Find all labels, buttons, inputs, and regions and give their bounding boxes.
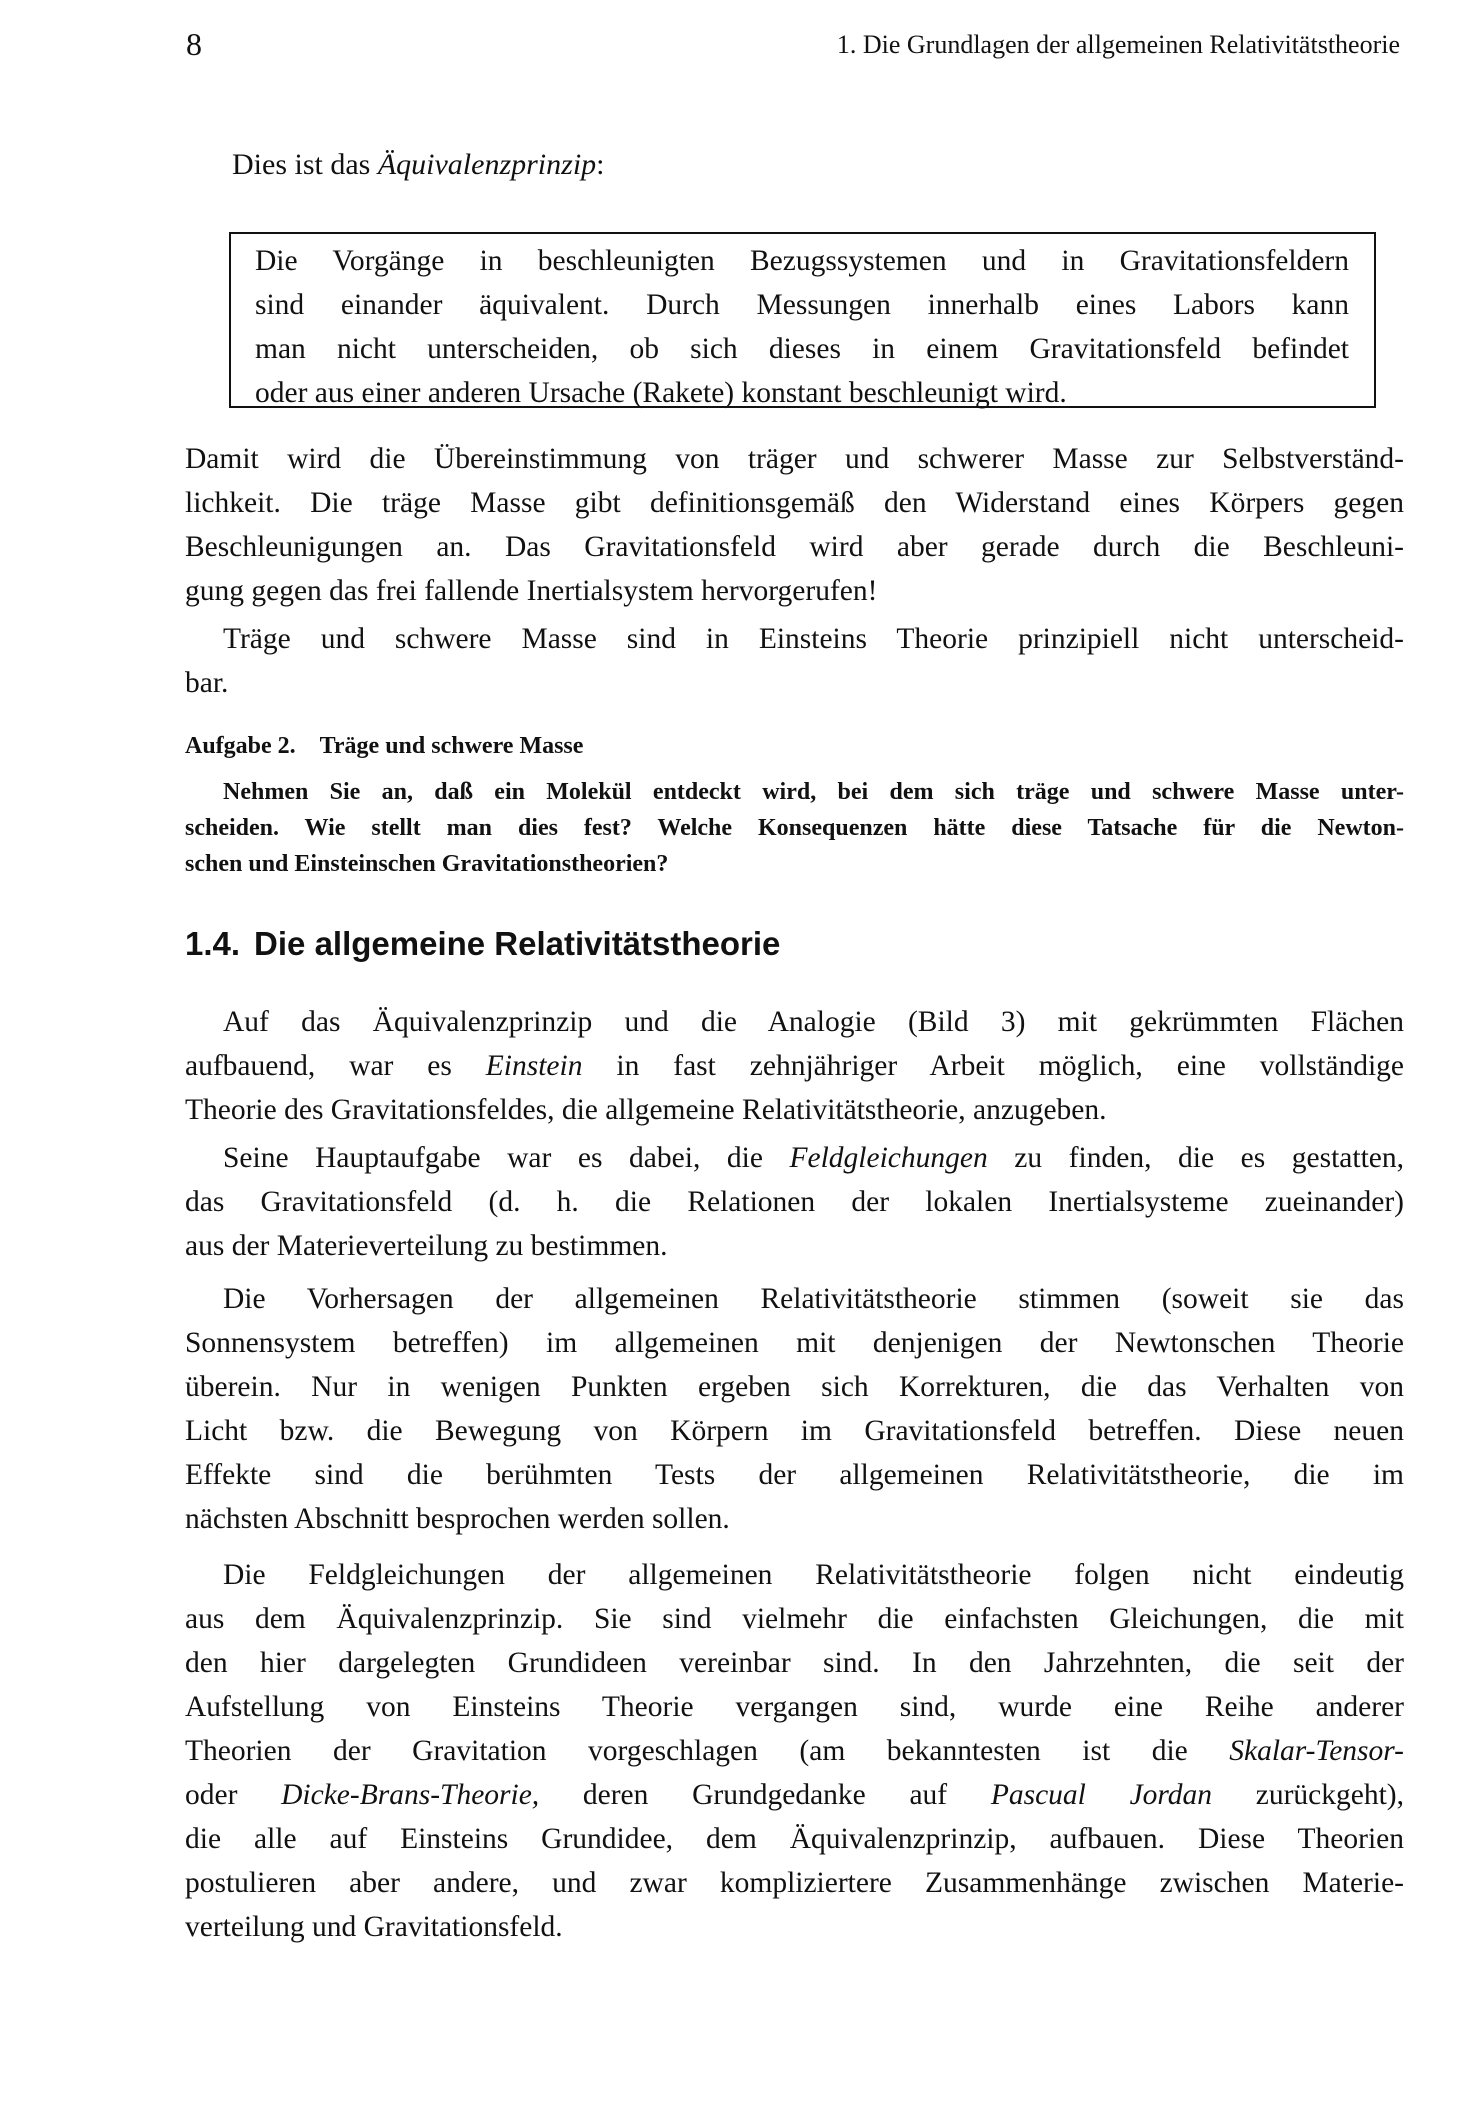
text-segment: sind einander äquivalent. Durch Messungen innerhalb eines Labors kann: [255, 289, 1349, 321]
section-title: Die allgemeine Relativitätstheorie: [254, 925, 781, 962]
paragraph: [185, 1000, 1404, 1132]
text-line: [185, 1136, 1404, 1180]
text-segment: gung gegen das frei fallende Inertialsystem hervorgerufen!: [185, 575, 878, 607]
text-line: [185, 1817, 1404, 1861]
paragraph: [185, 1136, 1404, 1268]
text-segment: bar.: [185, 667, 229, 699]
text-segment: Theorie des Gravitationsfeldes, die allgemeine Relativitätstheorie, anzugeben.: [185, 1094, 1107, 1126]
text-line: [185, 661, 1404, 705]
text-line: [185, 1861, 1404, 1905]
text-line: [185, 1497, 1404, 1541]
text-segment: Damit wird die Übereinstimmung von träger und schwerer Masse zur Selbstverständ-: [185, 443, 1404, 475]
text-line: [185, 1409, 1404, 1453]
text-line: [185, 437, 1404, 481]
text-segment: den hier dargelegten Grundideen vereinbar sind. In den Jahrzehnten, die seit der: [185, 1647, 1404, 1679]
emphasis-text: Skalar-Tensor-: [1229, 1735, 1404, 1767]
text-segment: Träge und schwere Masse sind in Einsteins Theorie prinzipiell nicht unterscheid-: [223, 623, 1404, 655]
text-line: [185, 1453, 1404, 1497]
text-segment: Die Vorgänge in beschleunigten Bezugssystemen und in Gravitationsfeldern: [255, 245, 1349, 277]
text-segment: zu finden, die es gestatten,: [987, 1142, 1404, 1174]
text-line: [185, 1729, 1404, 1773]
text-line: [185, 1044, 1404, 1088]
text-line: [185, 1000, 1404, 1044]
text-segment: Auf das Äquivalenzprinzip und die Analogie (Bild 3) mit gekrümmten Flächen: [223, 1006, 1404, 1038]
text-line: [185, 1597, 1404, 1641]
section-heading: [185, 925, 780, 963]
text-segment: deren Grundgedanke auf: [539, 1779, 991, 1811]
text-line: [185, 525, 1404, 569]
text-segment: man nicht unterscheiden, ob sich dieses in einem Gravitationsfeld befindet: [255, 333, 1349, 365]
text-line: [185, 846, 1404, 882]
text-segment: Aufstellung von Einsteins Theorie vergangen sind, wurde eine Reihe anderer: [185, 1691, 1404, 1723]
text-segment: Die Feldgleichungen der allgemeinen Relativitätstheorie folgen nicht eindeutig: [223, 1559, 1404, 1591]
text-segment: verteilung und Gravitationsfeld.: [185, 1911, 563, 1943]
emphasis-text: Pascual Jordan: [990, 1779, 1213, 1811]
text-segment: Theorien der Gravitation vorgeschlagen (am bekanntesten ist die: [185, 1735, 1230, 1767]
text-segment: Beschleunigungen an. Das Gravitationsfeld wird aber gerade durch die Beschleuni-: [185, 531, 1404, 563]
principle-box: [229, 232, 1376, 408]
paragraph: [185, 1553, 1404, 1949]
text-line: [255, 371, 1349, 415]
text-line: [185, 1773, 1404, 1817]
text-segment: aus dem Äquivalenzprinzip. Sie sind vielmehr die einfachsten Gleichungen, die mit: [185, 1603, 1404, 1635]
emphasis-text: Einstein: [485, 1050, 583, 1082]
text-line: [255, 327, 1349, 371]
intro-prefix: Dies ist das: [232, 148, 378, 181]
emphasis-text: Feldgleichungen: [789, 1142, 988, 1174]
text-segment: oder: [185, 1779, 282, 1811]
task-text: [185, 774, 1404, 882]
text-line: [185, 1905, 1404, 1949]
emphasis-text: Dicke-Brans-Theorie,: [281, 1779, 540, 1811]
text-segment: das Gravitationsfeld (d. h. die Relationen der lokalen Inertialsysteme zueinander): [185, 1186, 1404, 1218]
text-line: [185, 1685, 1404, 1729]
text-segment: in fast zehnjähriger Arbeit möglich, eine vollständige: [582, 1050, 1404, 1082]
section-number: 1.4.: [185, 925, 241, 962]
text-segment: Seine Hauptaufgabe war es dabei, die: [223, 1142, 790, 1174]
running-title: 1. Die Grundlagen der allgemeinen Relativitätstheorie: [836, 30, 1400, 59]
text-segment: Licht bzw. die Bewegung von Körpern im Gravitationsfeld betreffen. Diese neuen: [185, 1415, 1404, 1447]
text-line: [185, 774, 1404, 810]
text-segment: scheiden. Wie stellt man dies fest? Welche Konsequenzen hätte diese Tatsache für die Newton-: [185, 815, 1404, 841]
text-line: [185, 1224, 1404, 1268]
text-line: [185, 481, 1404, 525]
text-line: [185, 1088, 1404, 1132]
text-segment: die alle auf Einsteins Grundidee, dem Äquivalenzprinzip, aufbauen. Diese Theorien: [185, 1823, 1404, 1855]
intro-suffix: :: [596, 148, 605, 181]
text-segment: aus der Materieverteilung zu bestimmen.: [185, 1230, 668, 1262]
text-segment: Die Vorhersagen der allgemeinen Relativitätstheorie stimmen (soweit sie das: [223, 1283, 1404, 1315]
task-title: Träge und schwere Masse: [319, 733, 584, 759]
intro-sentence: [232, 148, 605, 182]
paragraph: [185, 1277, 1404, 1541]
paragraph: [185, 617, 1404, 705]
text-line: [185, 1277, 1404, 1321]
text-segment: Effekte sind die berühmten Tests der allgemeinen Relativitätstheorie, die im: [185, 1459, 1404, 1491]
text-segment: nächsten Abschnitt besprochen werden sollen.: [185, 1503, 730, 1535]
text-segment: postulieren aber andere, und zwar kompliziertere Zusammenhänge zwischen Materie-: [185, 1867, 1404, 1899]
text-line: [185, 1365, 1404, 1409]
page-number: 8: [186, 26, 202, 62]
text-segment: oder aus einer anderen Ursache (Rakete) konstant beschleunigt wird.: [255, 377, 1067, 409]
principle-text: [255, 239, 1349, 415]
text-segment: zurückgeht),: [1212, 1779, 1404, 1811]
text-segment: aufbauend, war es: [185, 1050, 486, 1082]
text-line: [255, 239, 1349, 283]
text-line: [185, 810, 1404, 846]
task-label: Aufgabe 2.: [185, 733, 296, 759]
text-segment: lichkeit. Die träge Masse gibt definitionsgemäß den Widerstand eines Körpers gegen: [185, 487, 1404, 519]
text-segment: Nehmen Sie an, daß ein Molekül entdeckt wird, bei dem sich träge und schwere Masse unter-: [223, 779, 1404, 805]
paragraph: [185, 437, 1404, 613]
intro-term: Äquivalenzprinzip: [377, 148, 597, 181]
text-segment: schen und Einsteinschen Gravitationstheorien?: [185, 851, 669, 877]
text-line: [185, 617, 1404, 661]
text-line: [185, 1321, 1404, 1365]
text-line: [255, 283, 1349, 327]
text-line: [185, 569, 1404, 613]
task-heading: [185, 733, 583, 760]
text-line: [185, 1553, 1404, 1597]
text-segment: Sonnensystem betreffen) im allgemeinen mit denjenigen der Newtonschen Theorie: [185, 1327, 1404, 1359]
text-segment: überein. Nur in wenigen Punkten ergeben sich Korrekturen, die das Verhalten von: [185, 1371, 1404, 1403]
text-line: [185, 1641, 1404, 1685]
text-line: [185, 1180, 1404, 1224]
